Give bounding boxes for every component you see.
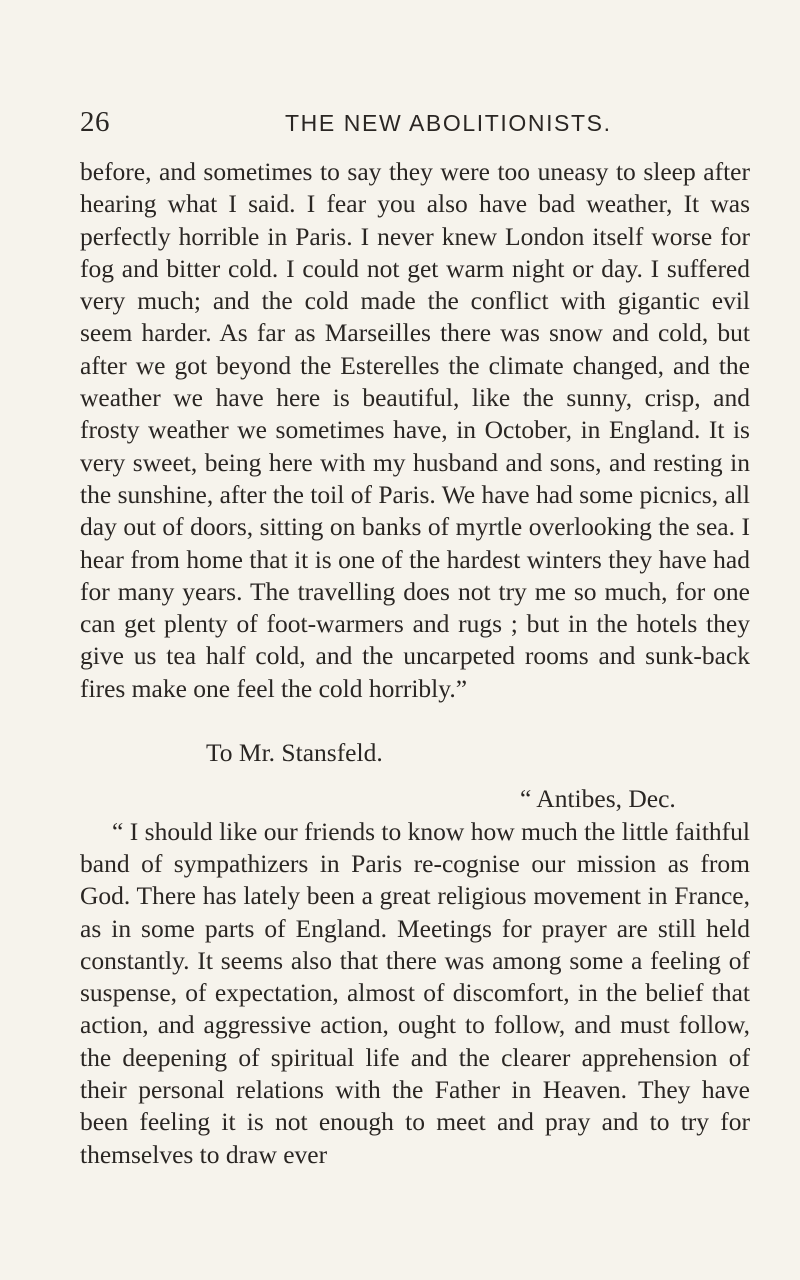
page-number: 26 (80, 106, 110, 138)
letter-addressee: To Mr. Stansfeld. (206, 738, 383, 768)
body-text (80, 156, 750, 1171)
running-title: THE NEW ABOLITIONISTS. (285, 110, 612, 136)
running-head (80, 106, 750, 146)
letter-paragraph: “ I should like our friends to know how much the little faithful band of sympathizers in Paris re-cognise our mission as from God. There has lately been a great religious movement in France, as in some parts of England. Meetings for prayer are still held constantly. It seems also that there was among some a feeling of suspense, of expectation, almost of discomfort, in the belief that action, and aggressive action, ought to follow, and must follow, the deepening of spiritual life and the clearer apprehension of their personal relations with the Father in Heaven. They have been feeling it is not enough to meet and pray and to try for themselves to draw ever (80, 816, 750, 1169)
paragraph-continued: before, and sometimes to say they were too uneasy to sleep after hearing what I said. I fear you also have bad weather, It was perfectly horrible in Paris. I never knew London itself worse for fog and bitter cold. I could not get warm night or day. I suffered very much; and the cold made the conflict with gigantic evil seem harder. As far as Marseilles there was snow and cold, but after we got beyond the Esterelles the climate changed, and the weather we have here is beautiful, like the sunny, crisp, and frosty weather we sometimes have, in October, in England. It is very sweet, being here with my husband and sons, and resting in the sunshine, after the toil of Paris. We have had some picnics, all day out of doors, sitting on banks of myrtle overlooking the sea. I hear from home that it is one of the hardest winters they have had for many years. The travelling does not try me so much, for one can get plenty of foot-warmers and rugs ; but in the hotels they give us tea half cold, and the uncarpeted rooms and sunk-back fires make one feel the cold horribly.” (80, 157, 750, 703)
letter-dateline: “ Antibes, Dec. (520, 784, 676, 814)
